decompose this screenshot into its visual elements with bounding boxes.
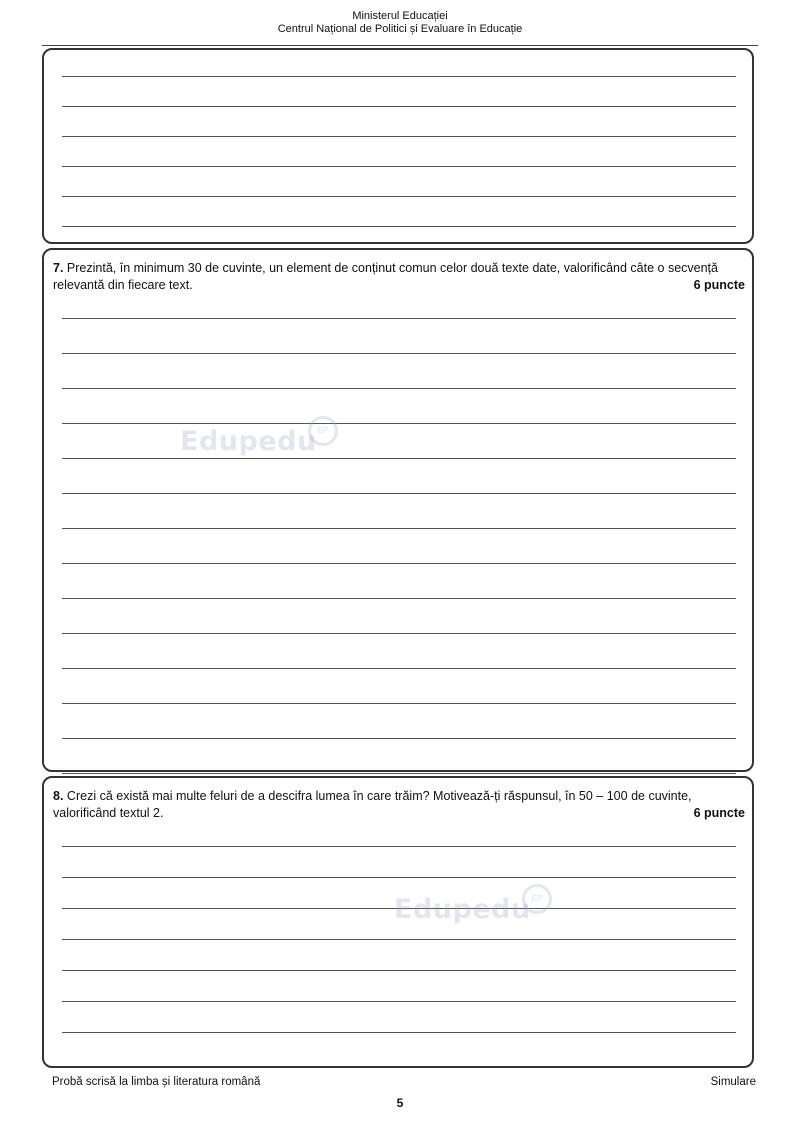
- answer-line: [62, 563, 736, 564]
- answer-line: [62, 738, 736, 739]
- answer-line: [62, 423, 736, 424]
- watermark-text: Edupedu: [180, 426, 317, 457]
- question-7-box: [42, 248, 754, 772]
- answer-line: [62, 598, 736, 599]
- question-7-prompt: Prezintă, în minimum 30 de cuvinte, un element de conținut comun celor două texte date, valorificând câte o secvență relevantă din fiecare text.: [53, 261, 718, 292]
- answer-box-continuation: [42, 48, 754, 244]
- question-7-points: 6 puncte: [693, 278, 745, 292]
- answer-line: [62, 846, 736, 847]
- answer-line: [62, 939, 736, 940]
- answer-line: [62, 318, 736, 319]
- answer-line: [62, 166, 736, 167]
- ministry-name: Ministerul Educației: [352, 10, 448, 22]
- answer-line: [62, 76, 736, 77]
- question-8-prompt: Crezi că există mai multe feluri de a descifra lumea în care trăim? Motivează-ți răspunsul, în 50 – 100 de cuvinte, valorificând textul 2.: [53, 789, 692, 820]
- question-7-number: 7.: [53, 261, 64, 275]
- footer-exam-type: Simulare: [710, 1076, 756, 1088]
- answer-line: [62, 106, 736, 107]
- question-8-text: [53, 788, 745, 822]
- watermark-badge-icon: EP: [522, 884, 552, 914]
- answer-line: [62, 877, 736, 878]
- answer-line: [62, 196, 736, 197]
- center-name: Centrul Național de Politici și Evaluare în Educație: [277, 23, 523, 35]
- answer-line: [62, 1001, 736, 1002]
- header-divider: [42, 45, 758, 46]
- watermark-text: Edupedu: [394, 894, 531, 925]
- answer-line: [62, 1032, 736, 1033]
- answer-line: [62, 668, 736, 669]
- answer-line: [62, 226, 736, 227]
- watermark-badge-icon: EP: [308, 416, 338, 446]
- answer-line: [62, 458, 736, 459]
- answer-line: [62, 970, 736, 971]
- answer-line: [62, 633, 736, 634]
- question-7-text: [53, 260, 745, 294]
- page-header: [0, 10, 800, 36]
- answer-line: [62, 353, 736, 354]
- answer-line: [62, 773, 736, 774]
- footer-exam-name: Probă scrisă la limba și literatura română: [52, 1076, 261, 1088]
- answer-line: [62, 493, 736, 494]
- answer-line: [62, 528, 736, 529]
- question-8-box: [42, 776, 754, 1068]
- answer-line: [62, 703, 736, 704]
- page-number: 5: [396, 1096, 404, 1110]
- question-8-points: 6 puncte: [693, 806, 745, 820]
- answer-line: [62, 388, 736, 389]
- question-8-number: 8.: [53, 789, 64, 803]
- answer-line: [62, 136, 736, 137]
